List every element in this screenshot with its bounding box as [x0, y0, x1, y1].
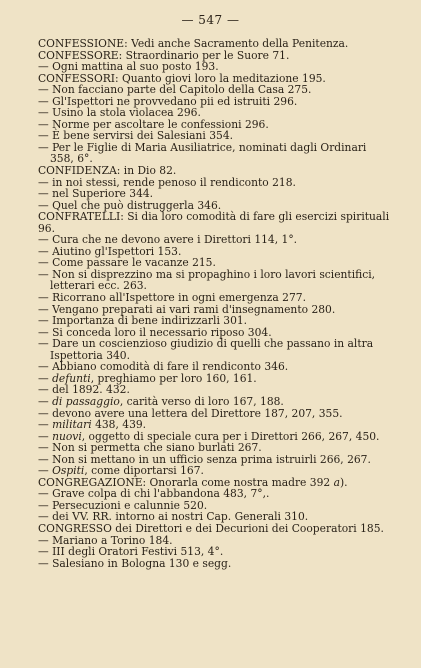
italic-term: defunti — [52, 371, 91, 385]
entry-text: — Come passare le vacanze 215. — [38, 256, 216, 270]
entry-text: — Non si disprezzino ma si propaghino i loro lavori scientifici, letterari ecc. 263. — [38, 267, 376, 293]
entry-text: — del 1892. 432. — [38, 383, 130, 397]
entry-text: — — [38, 464, 53, 478]
entry-text: ). — [339, 475, 348, 489]
entry-text: — Aiutino gl'Ispettori 153. — [38, 244, 182, 258]
italic-term: di passaggio — [52, 394, 120, 408]
entry-text: , carità verso di loro 167, 188. — [119, 394, 284, 408]
entry-text: , come diportarsi 167. — [84, 464, 204, 478]
entry-text: — Norme per ascoltare le confessioni 296. — [38, 117, 269, 131]
entry-text: — devono avere una lettera del Direttore 187, 207, 355. — [38, 406, 343, 420]
index-subentry — [38, 338, 390, 361]
entry-text: — Dare un coscienzioso giudizio di quelli che passano in altra Ispettoria 340. — [38, 337, 374, 362]
entry-text: — Ricorrano all'Ispettore in ogni emergenza 277. — [38, 291, 306, 305]
page-number: — 547 — — [181, 13, 240, 27]
entry-text: CONFESSORI: Quanto giovi loro la meditazione 195. — [38, 71, 326, 85]
italic-term: nuovi — [52, 429, 82, 443]
entry-text: — Si conceda loro il necessario riposo 304. — [38, 325, 272, 339]
entry-text: — Gl'Ispettori ne provvedano pii ed istruiti 296. — [38, 94, 298, 108]
entry-text: — Usino la stola violacea 296. — [38, 106, 201, 120]
entry-text: — Non si permetta che siano burlati 267. — [38, 441, 262, 455]
entry-text: — — [38, 371, 53, 385]
entry-text: — Non facciano parte del Capitolo della Casa 275. — [38, 83, 312, 97]
entry-text: , preghiamo per loro 160, 161. — [90, 371, 257, 385]
entry-text: — Mariano a Torino 184. — [38, 533, 173, 547]
index-subentry — [38, 142, 390, 165]
italic-term: militari — [52, 418, 92, 432]
entry-text: — Persecuzioni e calunnie 520. — [38, 498, 208, 512]
entry-text: 438, 439. — [91, 418, 147, 432]
entry-text: — — [38, 418, 53, 432]
index-entries — [38, 38, 390, 569]
entry-text: — Salesiano in Bologna 130 e segg. — [38, 556, 232, 570]
entry-text: — Vengano preparati ai vari rami d'insegnamento 280. — [38, 302, 336, 316]
index-subentry — [38, 269, 390, 292]
entry-text: — Importanza di bene indirizzarli 301. — [38, 314, 248, 328]
entry-text: — III degli Oratori Festivi 513, 4°. — [38, 545, 224, 559]
entry-text: CONFESSIONE: Vedi anche Sacramento della Penitenza. — [38, 37, 349, 50]
index-heading-entry — [38, 211, 390, 234]
entry-text: — Ogni mattina al suo posto 193. — [38, 60, 219, 74]
entry-text: , oggetto di speciale cura per i Direttori 266, 267, 450. — [81, 429, 380, 443]
italic-term: a — [333, 475, 340, 489]
entry-text: — Abbiano comodità di fare il rendiconto 346. — [38, 360, 289, 374]
entry-text: — nel Superiore 344. — [38, 187, 154, 201]
entry-text: — — [38, 394, 53, 408]
entry-text: CONGREGAZIONE: Onorarla come nostra madre 392 — [38, 475, 334, 489]
entry-text: — — [38, 429, 53, 443]
entry-text: — Non si mettano in un ufficio senza prima istruirli 266, 267. — [38, 452, 371, 466]
entry-text: CONFRATELLI: Si dia loro comodità di fare gli esercizi spirituali 96. — [38, 210, 390, 235]
entry-text: CONFESSORE: Straordinario per le Suore 71. — [38, 48, 290, 62]
index-subentry — [38, 558, 390, 570]
entry-text: CONFIDENZA: in Dio 82. — [38, 164, 177, 178]
entry-text: CONGRESSO dei Direttori e dei Decurioni dei Cooperatori 185. — [38, 521, 384, 535]
entry-text: — dei VV. RR. intorno ai nostri Cap. Generali 310. — [38, 510, 309, 524]
entry-text: — Quel che può distruggerla 346. — [38, 198, 222, 212]
entry-text: — Cura che ne devono avere i Direttori 114, 1°. — [38, 233, 298, 247]
entry-text: — Grave colpa di chi l'abbandona 483, 7°,. — [38, 487, 270, 501]
entry-text: — È bene servirsi dei Salesiani 354. — [38, 129, 234, 143]
entry-text: — in noi stessi, rende penoso il rendiconto 218. — [38, 175, 296, 189]
entry-text: — Per le Figlie di Maria Ausiliatrice, nominati dagli Ordinari 358, 6°. — [38, 140, 367, 166]
italic-term: Ospiti — [52, 464, 85, 478]
